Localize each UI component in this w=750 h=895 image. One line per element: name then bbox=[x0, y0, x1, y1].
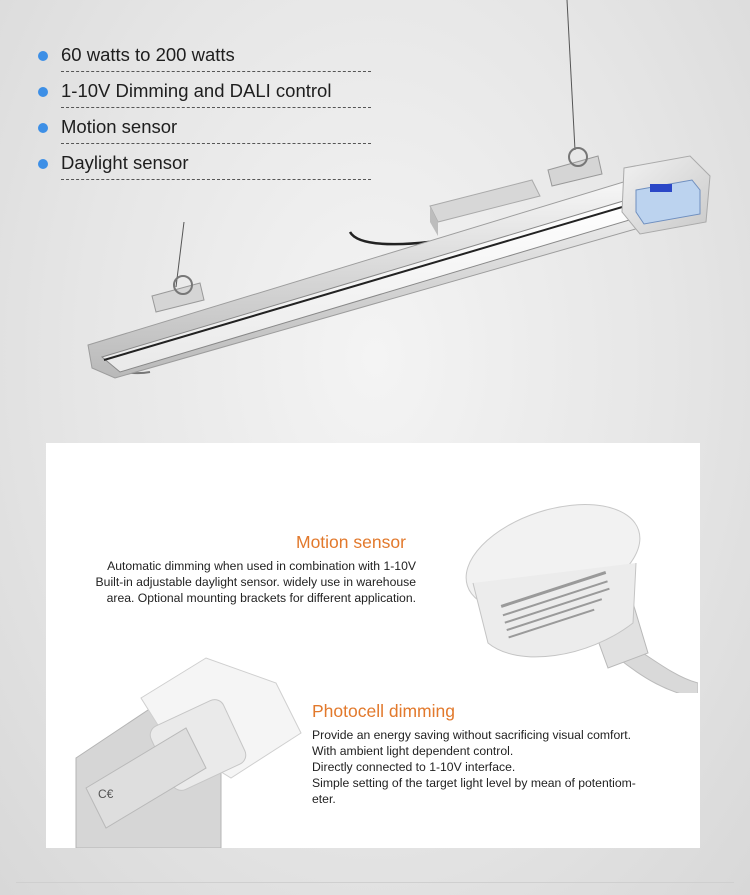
description-line: area. Optional mounting brackets for different application. bbox=[106, 591, 416, 605]
description-line: Automatic dimming when used in combination with 1-10V bbox=[107, 559, 416, 573]
feature-label: 60 watts to 200 watts bbox=[61, 44, 235, 65]
description-line: Built-in adjustable daylight sensor. widely use in warehouse bbox=[95, 575, 416, 589]
divider bbox=[61, 179, 371, 180]
bullet-icon bbox=[38, 159, 48, 169]
description-line: With ambient light dependent control. bbox=[312, 744, 514, 758]
motion-sensor-image bbox=[458, 493, 698, 693]
description-line: Directly connected to 1-10V interface. bbox=[312, 760, 516, 774]
feature-item bbox=[38, 40, 378, 76]
svg-text:C€: C€ bbox=[98, 787, 114, 801]
bullet-icon bbox=[38, 123, 48, 133]
divider bbox=[61, 71, 371, 72]
bullet-icon bbox=[38, 51, 48, 61]
feature-item bbox=[38, 76, 378, 112]
photocell-title: Photocell dimming bbox=[312, 701, 455, 721]
description-line: eter. bbox=[312, 792, 336, 806]
divider bbox=[61, 107, 371, 108]
photocell-image bbox=[46, 638, 306, 848]
bottom-divider bbox=[16, 882, 734, 883]
feature-label: Daylight sensor bbox=[61, 152, 189, 173]
divider bbox=[61, 143, 371, 144]
feature-item bbox=[38, 148, 378, 184]
feature-label: 1-10V Dimming and DALI control bbox=[61, 80, 332, 101]
description-line: Provide an energy saving without sacrificing visual comfort. bbox=[312, 728, 632, 742]
mounting-bracket bbox=[548, 156, 602, 186]
feature-list bbox=[38, 40, 378, 184]
feature-label: Motion sensor bbox=[61, 116, 178, 137]
suspension-wire bbox=[567, 0, 575, 150]
bullet-icon bbox=[38, 87, 48, 97]
sensor-details-panel bbox=[46, 443, 700, 848]
mounting-bracket bbox=[152, 283, 204, 312]
description-line: Simple setting of the target light level by mean of potentiom- bbox=[312, 776, 636, 790]
motion-sensor-title: Motion sensor bbox=[296, 532, 406, 552]
motion-sensor-description bbox=[96, 558, 416, 606]
photocell-description bbox=[312, 727, 636, 807]
feature-item bbox=[38, 112, 378, 148]
